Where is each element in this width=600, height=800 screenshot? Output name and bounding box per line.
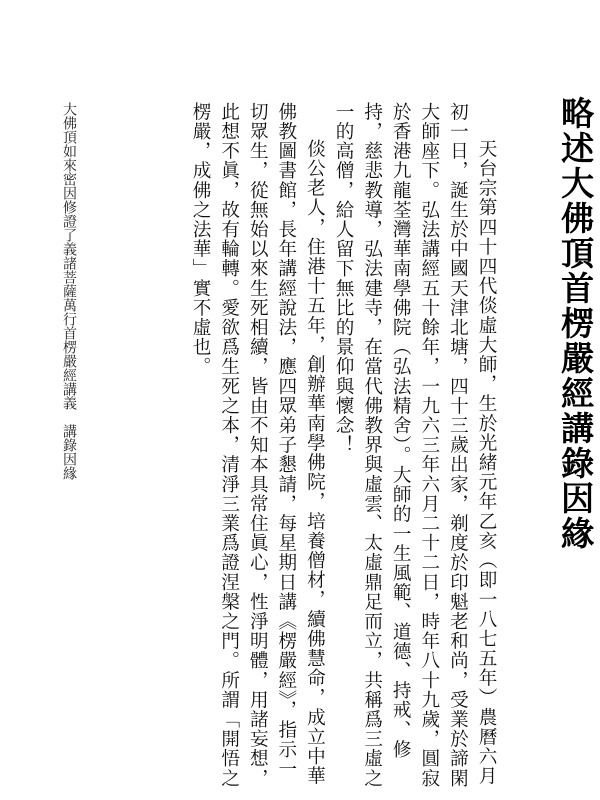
paragraph-2: 倓公老人，住港十五年，創辦華南學佛院，培養僧材，續佛慧命，成立中華佛教圖書館，長年講經說法，應四眾弟子懇請，每星期日講《楞嚴經》，指示一切眾生，從無始以來生死相續，皆由不知本具常住眞心，性淨明體，用諸妄想，此想不眞，故有輪轉。愛欲爲生死之本，清淨三業爲證涅槃之門。所謂「開悟之楞嚴，成佛之法華」實不虛也。 [190,102,326,788]
page-footer [28,102,78,762]
body-text [100,102,500,792]
footer-book-title: 大佛頂如來密因修證了義諸菩薩萬行首楞嚴經講義 [61,102,77,410]
paragraph-1: 天台宗第四十四代倓虛大師，生於光緒元年乙亥（即一八七五年）農曆六月初一日，誕生於中國天津北塘，四十三歲出家，剃度於印魁老和尚，受業於諦閑大師座下。弘法講經五十餘年，一九六三年六月二十二日，時年八十九歲，圓寂於香港九龍荃灣華南學佛院（弘法精舍）。大師的一生風範、道德、持戒、修持，慈悲教導，弘法建寺，在當代佛教界與虛雲、太虛鼎足而立，共稱爲三虛之一的高僧，給人留下無比的景仰與懷念！ [333,102,497,788]
page-title: 略述大佛頂首楞嚴經講錄因緣 [556,96,596,551]
footer-section-title: 講錄因緣 [61,424,77,480]
